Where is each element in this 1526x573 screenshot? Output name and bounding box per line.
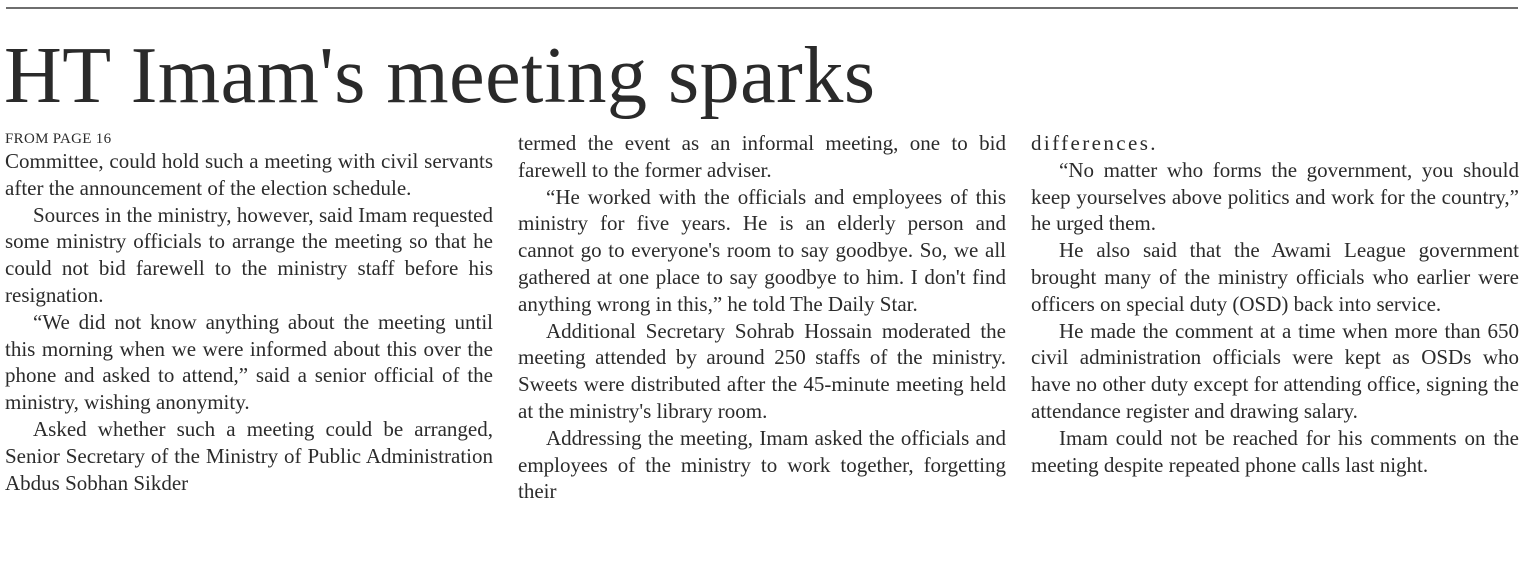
paragraph: “We did not know anything about the meeting until this morning when we were informed about this over the phone and asked to attend,” said a senior official of the ministry, wishing anonymity.	[5, 309, 493, 415]
paragraph: He also said that the Awami League government brought many of the ministry officials who earlier were officers on special duty (OSD) back into service.	[1031, 238, 1519, 316]
top-rule	[6, 7, 1518, 9]
paragraph: “He worked with the officials and employees of this ministry for five years. He is an elderly person and cannot go to everyone's room to say goodbye. So, we all gathered at one place to say goodbye to him. I don't find anything wrong in this,” he told The Daily Star.	[518, 184, 1006, 316]
paragraph: differences.	[1031, 131, 1158, 155]
paragraph: termed the event as an informal meeting, one to bid farewell to the former adviser.	[518, 131, 1006, 182]
paragraph: Asked whether such a meeting could be arranged, Senior Secretary of the Ministry of Public Administration Abdus Sobhan Sikder	[5, 416, 493, 495]
continued-from-label: FROM PAGE 16	[5, 131, 112, 147]
paragraph: Additional Secretary Sohrab Hossain moderated the meeting attended by around 250 staffs of the ministry. Sweets were distributed after the 45-minute meeting held at the ministry's library room.	[518, 318, 1006, 423]
paragraph: Addressing the meeting, Imam asked the officials and employees of the ministry to work together, forgetting their	[518, 425, 1006, 504]
article-column-3	[1031, 130, 1519, 478]
paragraph: Imam could not be reached for his comments on the meeting despite repeated phone calls last night.	[1031, 425, 1519, 477]
paragraph: Committee, could hold such a meeting with civil servants after the announcement of the election schedule.	[5, 149, 493, 200]
article-column-2	[518, 130, 1006, 505]
paragraph: Sources in the ministry, however, said Imam requested some ministry officials to arrange the meeting so that he could not bid farewell to the ministry staff before his resignation.	[5, 202, 493, 307]
article-column-1	[5, 130, 493, 496]
paragraph: He made the comment at a time when more than 650 civil administration officials were kept as OSDs who have no other duty except for attending office, signing the attendance register and drawing salary.	[1031, 318, 1519, 423]
headline: HT Imam's meeting sparks	[4, 32, 876, 120]
paragraph: “No matter who forms the government, you should keep yourselves above politics and work for the country,” he urged them.	[1031, 157, 1519, 236]
